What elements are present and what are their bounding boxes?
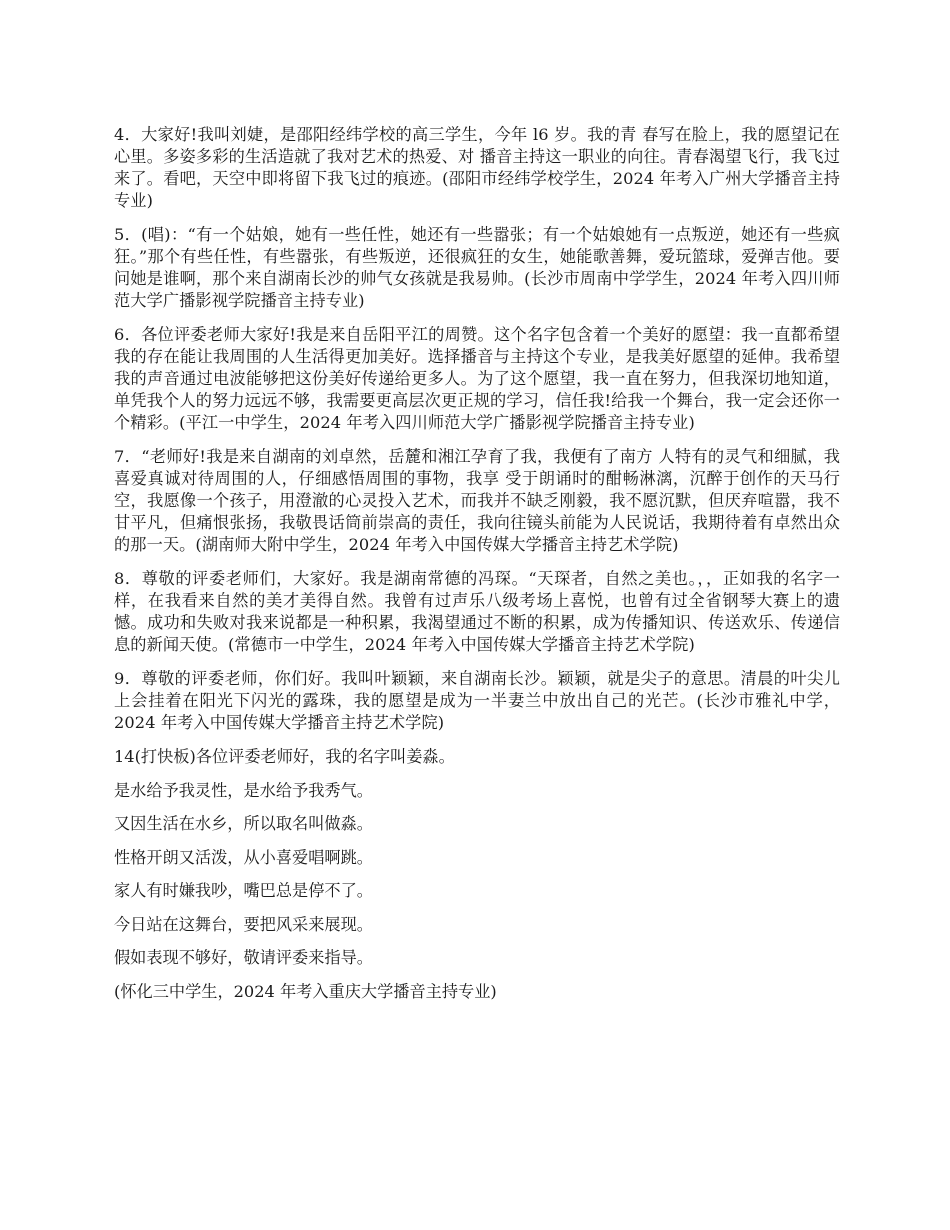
verse-line-6: 今日站在这舞台，要把风采来展现。	[114, 914, 373, 934]
document-page	[114, 124, 840, 1014]
verse-line-1: 14(打快板)各位评委老师好，我的名字叫姜淼。	[114, 747, 455, 766]
verse-line-5: 家人有时嫌我吵，嘴巴总是停不了。	[114, 881, 373, 900]
verse-line-7: 假如表现不够好，敬请评委来指导。	[114, 948, 373, 967]
verse-line-3: 又因生活在水乡，所以取名叫做淼。	[114, 814, 373, 833]
verse-line-2: 是水给予我灵性，是水给予我秀气。	[114, 780, 373, 800]
paragraph-5: 5．(唱)：“有一个姑娘，她有一些任性，她还有一些嚣张；有一个姑娘她有一点叛逆，她还有一些疯狂。”那个有些任性，有些嚣张，有些叛逆，还很疯狂的女生，她能歌善舞，爱玩篮球，爱弹吉他。要问她是谁啊，那个来自湖南长沙的帅气女孩就是我易帅。(长沙市周南中学学生，2024 年考入四川师范大学广播影视学院播音主持专业)	[114, 225, 840, 310]
paragraph-7: 7．“老师好!我是来自湖南的刘卓然，岳麓和湘江孕育了我，我便有了南方 人特有的灵气和细腻，我喜爱真诚对待周围的人，仔细感悟周围的事物，我享 受于朗诵时的酣畅淋漓，沉醉于创作的天马行空，我愿像一个孩子，用澄澈的心灵投入艺术，而我并不缺乏刚毅，我不愿沉默，但厌弃喧嚣，我不甘平凡，但痛恨张扬，我敬畏话筒前崇高的责任，我向往镜头前能为人民说话，我期待着有卓然出众的那一天。(湖南师大附中学生，2024 年考入中国传媒大学播音主持艺术学院)	[114, 447, 840, 554]
paragraph-9: 9．尊敬的评委老师，你们好。我叫叶颖颖，来自湖南长沙。颖颖，就是尖子的意思。清晨的叶尖儿上会挂着在阳光下闪光的露珠，我的愿望是成为一半妻兰中放出自己的光芒。(长沙市雅礼中学，2024 年考入中国传媒大学播音主持艺术学院)	[114, 669, 840, 732]
verse-line-4: 性格开朗又活泼，从小喜爱唱啊跳。	[114, 847, 373, 867]
paragraph-8: 8．尊敬的评委老师们，大家好。我是湖南常德的冯琛。“天琛者，自然之美也。，，正如我的名字一样，在我看来自然的美才美得自然。我曾有过声乐八级考场上喜悦，也曾有过全省钢琴大赛上的遗憾。成功和失败对我来说都是一种积累，我渴望通过不断的积累，成为传播知识、传送欢乐、传递信息的新闻天使。(常德市一中学生，2024 年考入中国传媒大学播音主持艺术学院)	[114, 569, 840, 654]
paragraph-4: 4．大家好!我叫刘婕，是邵阳经纬学校的高三学生，今年 l6 岁。我的青 春写在脸上，我的愿望记在心里。多姿多彩的生活造就了我对艺术的热爱、对 播音主持这一职业的向往。青春渴望飞行，我飞过来了。看吧，天空中即将留下我飞过的痕迹。(邵阳市经纬学校学生，2024 年考入广州大学播音主持专业)	[114, 125, 840, 210]
verse-source-note: (怀化三中学生，2024 年考入重庆大学播音主持专业)	[114, 981, 497, 1001]
paragraph-6: 6．各位评委老师大家好!我是来自岳阳平江的周赞。这个名字包含着一个美好的愿望：我一直都希望我的存在能让我周围的人生活得更加美好。选择播音与主持这个专业，是我美好愿望的延伸。我希望我的声音通过电波能够把这份美好传递给更多人。为了这个愿望，我一直在努力，但我深切地知道，单凭我个人的努力远远不够，我需要更高层次更正规的学习，信任我!给我一个舞台，我一定会还你一个精彩。(平江一中学生，2024 年考入四川师范大学广播影视学院播音主持专业)	[114, 325, 840, 432]
